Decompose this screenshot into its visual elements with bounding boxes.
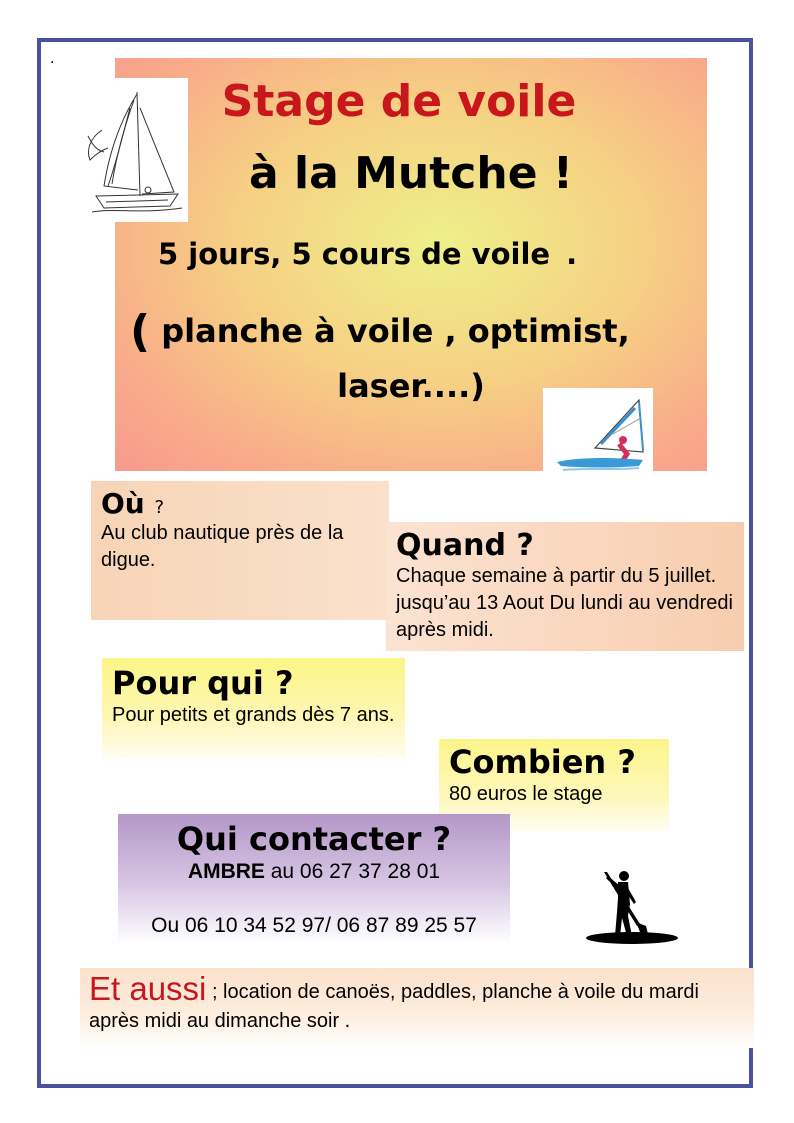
also-text: ; location de canoës, paddles, planche à voile du mardi après midi au dimanche soir . <box>89 981 699 1032</box>
when-heading: Quand ? <box>396 528 534 563</box>
windsurfer-image <box>543 388 653 488</box>
paddleboarder-icon <box>584 866 684 952</box>
who-text: Pour petits et grands dès 7 ans. <box>112 704 395 726</box>
contact-name: AMBRE <box>187 860 265 883</box>
who-box <box>102 658 405 758</box>
also-box <box>80 968 754 1048</box>
where-question-mark: ? <box>154 497 165 518</box>
windsurfer-icon <box>543 388 653 488</box>
title-line-1: Stage de voile <box>221 76 577 127</box>
activities-text-1: planche à voile , optimist, <box>161 312 630 350</box>
title-line-2: à la Mutche ! <box>249 148 573 199</box>
contact-phone-1: au 06 27 37 28 01 <box>264 860 441 883</box>
contact-phone-line-2: Ou 06 10 34 52 97/ 06 87 89 25 57 <box>151 914 477 937</box>
subtitle-text: 5 jours, 5 cours de voile <box>158 237 551 271</box>
stray-dot: . <box>50 50 55 67</box>
when-box <box>386 522 744 651</box>
activities-line-2: laser....) <box>337 367 485 405</box>
subtitle <box>158 237 577 271</box>
contact-heading: Qui contacter ? <box>176 820 452 858</box>
also-text-block <box>89 970 745 1036</box>
where-heading <box>101 487 379 520</box>
where-heading-text: Où <box>101 487 145 520</box>
when-text: Chaque semaine à partir du 5 juillet. jusqu’au 13 Aout Du lundi au vendredi après midi. <box>396 565 733 641</box>
also-label: Et aussi <box>89 970 207 1007</box>
where-box <box>91 481 389 620</box>
where-text: Au club nautique près de la digue. <box>101 522 344 571</box>
price-heading: Combien ? <box>449 743 636 781</box>
contact-box <box>118 814 510 944</box>
who-heading: Pour qui ? <box>112 664 294 702</box>
contact-phone-line-1 <box>118 858 510 886</box>
activities-paren: ( <box>130 306 151 357</box>
subtitle-dot: . <box>566 237 578 271</box>
price-text: 80 euros le stage <box>449 783 603 805</box>
activities-line-1 <box>130 306 690 357</box>
